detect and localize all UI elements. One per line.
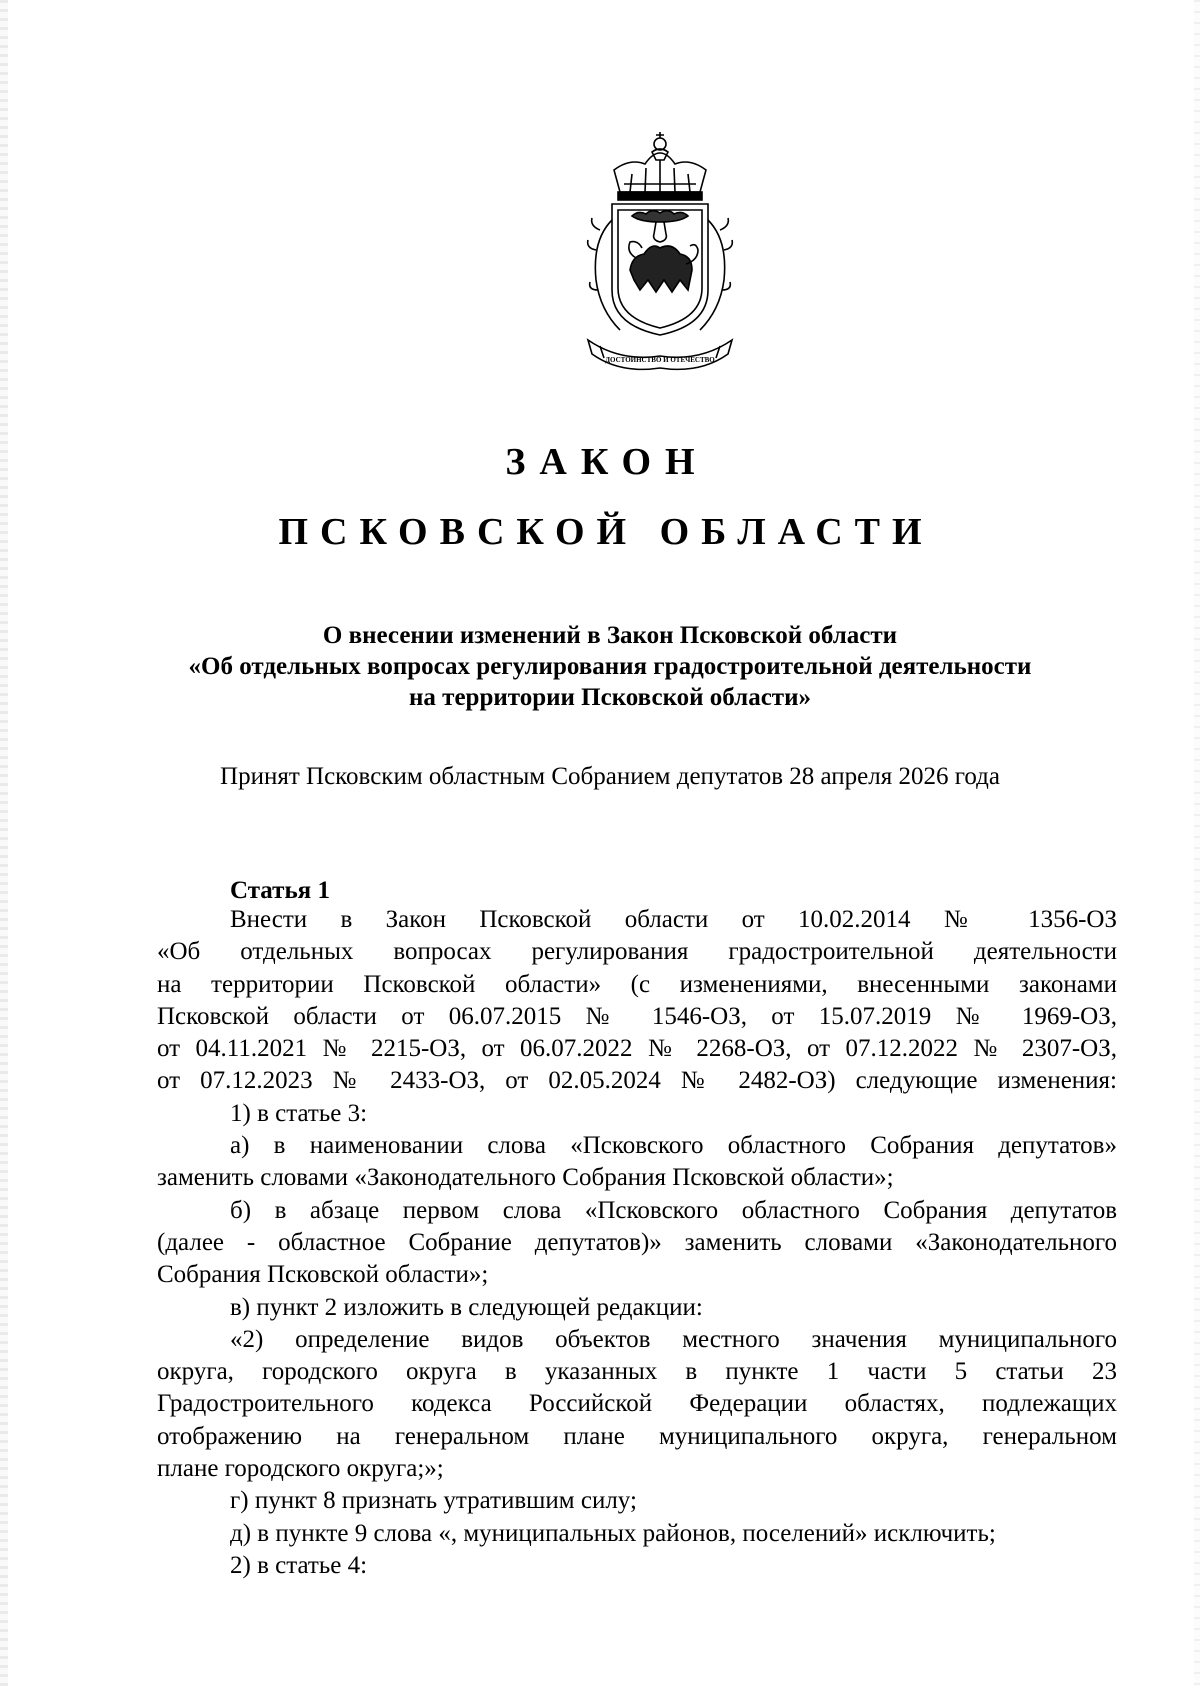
article-text-line: отображению на генеральном плане муниципального округа, генеральном [157,1422,1117,1450]
scan-edge-left [0,0,8,1686]
emblem-motto-text: ДОСТОИНСТВО И ОТЕЧЕСТВО [605,356,715,364]
law-subject-line: на территории Псковской области» [409,684,811,711]
law-region-title: ПСКОВСКОЙ ОБЛАСТИ [278,511,934,553]
article-text-line: на территории Псковской области» (с изменениями, внесенными законами [157,970,1117,998]
article-body [157,904,1117,1582]
article-text-line: заменить словами «Законодательного Собрания Псковской области»; [157,1164,894,1192]
scan-edge-right [1194,0,1200,1686]
article-text-line: от 04.11.2021 № 2215-ОЗ, от 06.07.2022 № 2268-ОЗ, от 07.12.2022 № 2307-ОЗ, [157,1035,1117,1063]
article-text-line: Собрания Псковской области»; [157,1261,489,1289]
article-text-line: «2) определение видов объектов местного значения муниципального [230,1325,1117,1353]
article-text-line: б) в абзаце первом слова «Псковского областного Собрания депутатов [230,1196,1117,1224]
article-text-line: г) пункт 8 признать утратившим силу; [230,1487,637,1515]
article-text-line: а) в наименовании слова «Псковского областного Собрания депутатов» [230,1132,1117,1160]
article-heading: Статья 1 [230,877,330,904]
adoption-statement: Принят Псковским областным Собранием депутатов 28 апреля 2026 года [220,763,1000,790]
article-text-line: от 07.12.2023 № 2433-ОЗ, от 02.05.2024 № 2482-ОЗ) следующие изменения: [157,1067,1117,1095]
article-text-line: плане городского округа;»; [157,1455,444,1483]
article-text-line: Градостроительного кодекса Российской Федерации областях, подлежащих [157,1390,1117,1418]
coat-of-arms-emblem [560,130,760,380]
law-subject-line: О внесении изменений в Закон Псковской области [322,622,898,649]
article-text-line: округа, городского округа в указанных в пункте 1 части 5 статьи 23 [157,1358,1117,1386]
article-text-line: (далее - областное Собрание депутатов)» заменить словами «Законодательного [157,1228,1117,1256]
article-text-line: Внести в Закон Псковской области от 10.02.2014 № 1356-ОЗ [230,906,1117,933]
article-text-line: д) в пункте 9 слова «, муниципальных районов, поселений» исключить; [230,1519,996,1547]
article-text-line: 1) в статье 3: [230,1099,368,1127]
article-text-line: 2) в статье 4: [230,1551,368,1579]
article-text-line: Псковской области от 06.07.2015 № 1546-ОЗ, от 15.07.2019 № 1969-ОЗ, [157,1002,1117,1030]
article-text-line: в) пункт 2 изложить в следующей редакции: [230,1293,703,1321]
law-subject [120,620,1100,713]
law-subject-line: «Об отдельных вопросах регулирования градостроительной деятельности [188,653,1032,680]
law-title: ЗАКОН [505,441,709,483]
article-text-line: «Об отдельных вопросах регулирования градостроительной деятельности [157,938,1117,966]
